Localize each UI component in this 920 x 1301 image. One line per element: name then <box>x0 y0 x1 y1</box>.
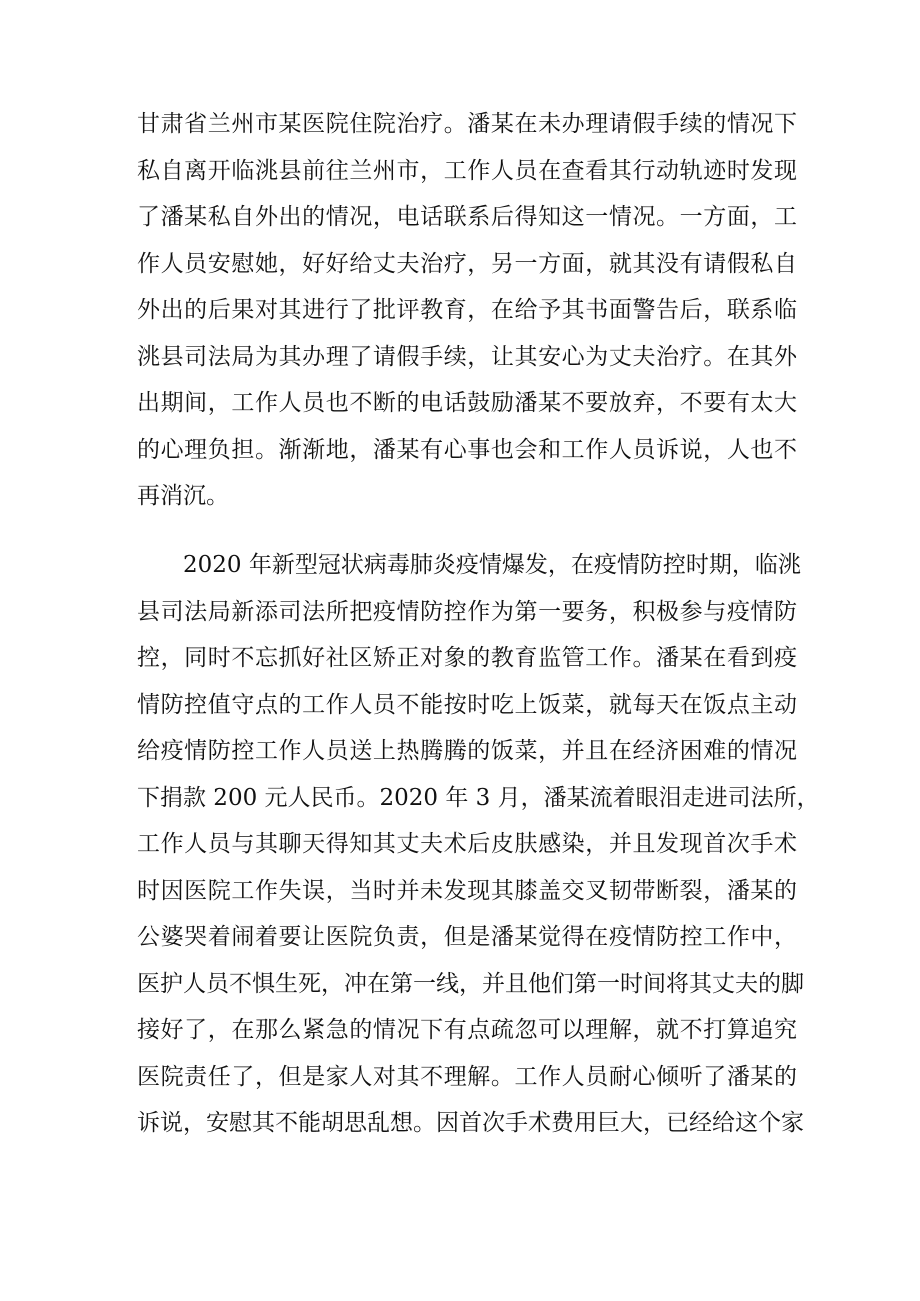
paragraph-2-line-6: 下捐款 200 元人民币。2020 年 3 月，潘某流着眼泪走进司法所， <box>137 785 820 811</box>
paragraph-2-line-4: 情防控值守点的工作人员不能按时吃上饭菜，就每天在饭点主动 <box>137 692 797 718</box>
paragraph-2-line-13: 诉说，安慰其不能胡思乱想。因首次手术费用巨大，已经给这个家 <box>137 1110 804 1136</box>
paragraph-1-line-9: 再消沉。 <box>137 483 229 509</box>
paragraph-2-line-9: 公婆哭着闹着要让医院负责，但是潘某觉得在疫情防控工作中， <box>137 924 797 950</box>
paragraph-1-line-8: 的心理负担。渐渐地，潘某有心事也会和工作人员诉说，人也不 <box>137 437 797 463</box>
paragraph-2-line-2: 县司法局新添司法所把疫情防控作为第一要务，积极参与疫情防 <box>137 599 797 625</box>
paragraph-2-line-8: 时因医院工作失误，当时并未发现其膝盖交叉韧带断裂，潘某的 <box>137 878 797 904</box>
paragraph-2-line-3: 控，同时不忘抓好社区矫正对象的教育监管工作。潘某在看到疫 <box>137 645 797 671</box>
paragraph-1-line-1: 甘肃省兰州市某医院住院治疗。潘某在未办理请假手续的情况下 <box>137 111 797 137</box>
paragraph-2-line-1: 2020 年新型冠状病毒肺炎疫情爆发，在疫情防控时期，临洮 <box>183 552 801 578</box>
paragraph-2-line-7: 工作人员与其聊天得知其丈夫术后皮肤感染，并且发现首次手术 <box>137 831 797 857</box>
paragraph-2-line-10: 医护人员不惧生死，冲在第一线，并且他们第一时间将其丈夫的脚 <box>137 971 804 997</box>
paragraph-1-line-7: 出期间，工作人员也不断的电话鼓励潘某不要放弃，不要有太大 <box>137 390 797 416</box>
paragraph-1-line-2: 私自离开临洮县前往兰州市，工作人员在查看其行动轨迹时发现 <box>137 158 797 184</box>
paragraph-1-line-3: 了潘某私自外出的情况，电话联系后得知这一情况。一方面，工 <box>137 204 797 230</box>
paragraph-1-line-5: 外出的后果对其进行了批评教育，在给予其书面警告后，联系临 <box>137 297 797 323</box>
paragraph-2-line-12: 医院责任了，但是家人对其不理解。工作人员耐心倾听了潘某的 <box>137 1064 797 1090</box>
paragraph-2-line-5: 给疫情防控工作人员送上热腾腾的饭菜，并且在经济困难的情况 <box>137 738 797 764</box>
paragraph-1-line-6: 洮县司法局为其办理了请假手续，让其安心为丈夫治疗。在其外 <box>137 344 797 370</box>
paragraph-1-line-4: 作人员安慰她，好好给丈夫治疗，另一方面，就其没有请假私自 <box>137 251 797 277</box>
paragraph-2-line-11: 接好了，在那么紧急的情况下有点疏忽可以理解，就不打算追究 <box>137 1017 797 1043</box>
